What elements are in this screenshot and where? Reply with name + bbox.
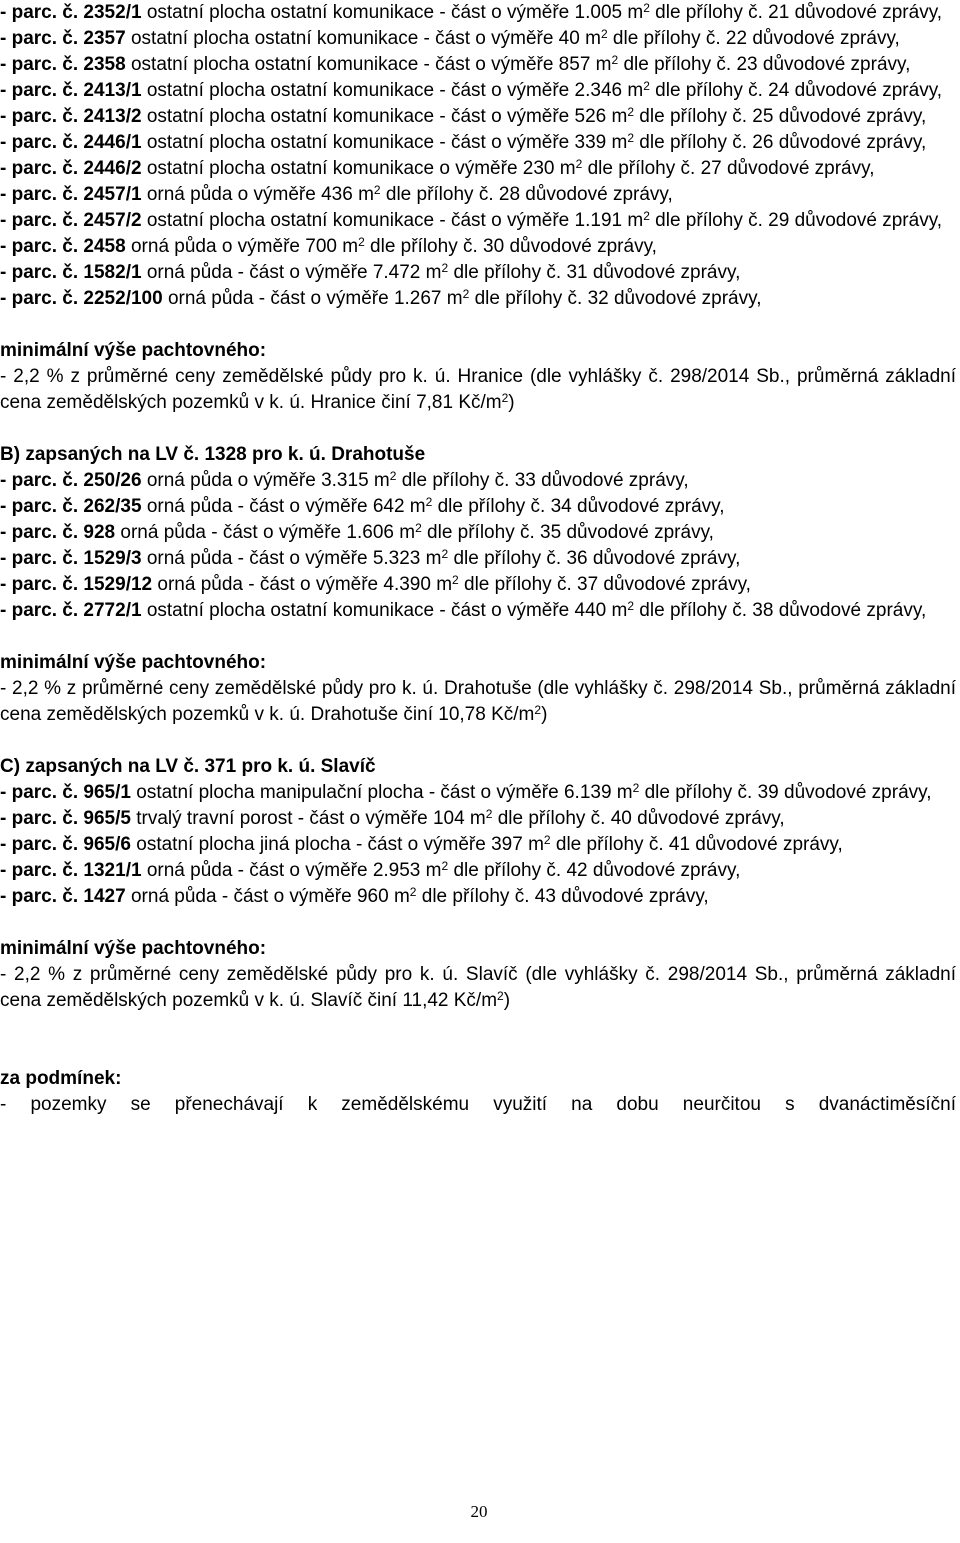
superscript-2: 2 xyxy=(373,183,381,197)
parcel-item xyxy=(0,858,956,884)
parcel-attachment-ref: dle přílohy č. 27 důvodové zprávy, xyxy=(582,158,875,179)
parcel-attachment-ref: dle přílohy č. 38 důvodové zprávy, xyxy=(634,600,927,621)
parcel-description: orná půda o výměře 700 m xyxy=(125,236,359,257)
parcel-attachment-ref: dle přílohy č. 43 důvodové zprávy, xyxy=(416,886,709,907)
parcel-attachment-ref: dle přílohy č. 42 důvodové zprávy, xyxy=(448,860,741,881)
parcel-description: ostatní plocha jiná plocha - část o výměře 397 m xyxy=(130,834,544,855)
parcel-number: 2413/1 xyxy=(83,80,142,101)
parcel-prefix: - parc. č. xyxy=(0,548,84,569)
superscript-2: 2 xyxy=(441,859,449,873)
parcel-item xyxy=(0,182,956,208)
parcel-number: 2357 xyxy=(83,28,126,49)
parcel-item xyxy=(0,832,956,858)
superscript-2: 2 xyxy=(409,885,417,899)
parcel-item xyxy=(0,130,956,156)
superscript-2: 2 xyxy=(485,807,493,821)
parcel-number: 2358 xyxy=(83,54,126,75)
parcel-prefix: - parc. č. xyxy=(0,288,84,309)
parcel-number: 1321/1 xyxy=(83,860,142,881)
parcel-description: ostatní plocha ostatní komunikace - část o výměře 40 m xyxy=(125,28,601,49)
parcel-description: orná půda - část o výměře 7.472 m xyxy=(141,262,442,283)
parcel-prefix: - parc. č. xyxy=(0,470,84,491)
parcel-description: orná půda - část o výměře 1.606 m xyxy=(115,522,416,543)
parcel-item xyxy=(0,52,956,78)
parcel-prefix: - parc. č. xyxy=(0,28,84,49)
parcel-description: orná půda - část o výměře 5.323 m xyxy=(141,548,442,569)
parcel-number: 2772/1 xyxy=(83,600,142,621)
section-b-heading: B) zapsaných na LV č. 1328 pro k. ú. Drahotuše xyxy=(0,444,426,465)
parcel-prefix: - parc. č. xyxy=(0,496,84,517)
parcel-number: 2457/1 xyxy=(83,184,142,205)
parcel-number: 1427 xyxy=(83,886,126,907)
rent-text-a: - 2,2 % z průměrné ceny zemědělské půdy pro k. ú. Hranice (dle vyhlášky č. 298/2014 Sb., průměrná základní cena zemědělských pozemků v k. ú. Hranice činí 7,81 $Kč/m^2$) xyxy=(0,366,956,413)
parcel-description: orná půda - část o výměře 1.267 m xyxy=(162,288,463,309)
parcel-item xyxy=(0,286,956,312)
superscript-2: 2 xyxy=(643,79,650,93)
parcel-description: ostatní plocha ostatní komunikace o výměře 230 m xyxy=(141,158,576,179)
superscript-2: 2 xyxy=(627,599,635,613)
parcel-prefix: - parc. č. xyxy=(0,2,84,23)
parcel-item xyxy=(0,208,956,234)
parcel-description: ostatní plocha ostatní komunikace - část o výměře 339 m xyxy=(141,132,628,153)
parcel-description: ostatní plocha ostatní komunikace - část o výměře 857 m xyxy=(125,54,612,75)
parcel-attachment-ref: dle přílohy č. 24 důvodové zprávy, xyxy=(649,80,943,101)
conditions-line: - pozemky se přenechávají k zemědělskému využití na dobu neurčitou s dvanáctiměsíční xyxy=(0,1094,956,1115)
parcel-item xyxy=(0,598,956,624)
parcel-prefix: - parc. č. xyxy=(0,158,84,179)
parcel-attachment-ref: dle přílohy č. 21 důvodové zprávy, xyxy=(649,2,943,23)
superscript-2: 2 xyxy=(611,53,619,67)
parcel-description: orná půda - část o výměře 642 m xyxy=(141,496,426,517)
parcel-prefix: - parc. č. xyxy=(0,522,84,543)
parcel-prefix: - parc. č. xyxy=(0,834,84,855)
parcel-number: 965/1 xyxy=(83,782,131,803)
parcel-item xyxy=(0,104,956,130)
parcel-description: ostatní plocha ostatní komunikace - část o výměře 440 m xyxy=(141,600,628,621)
parcel-attachment-ref: dle přílohy č. 22 důvodové zprávy, xyxy=(607,28,900,49)
parcel-prefix: - parc. č. xyxy=(0,132,84,153)
parcel-number: 250/26 xyxy=(83,470,142,491)
parcel-prefix: - parc. č. xyxy=(0,80,84,101)
parcel-attachment-ref: dle přílohy č. 28 důvodové zprávy, xyxy=(380,184,673,205)
parcel-number: 965/6 xyxy=(83,834,131,855)
parcel-prefix: - parc. č. xyxy=(0,106,84,127)
parcel-number: 1529/3 xyxy=(83,548,142,569)
parcel-list-hranice xyxy=(0,0,956,312)
parcel-attachment-ref: dle přílohy č. 35 důvodové zprávy, xyxy=(421,522,714,543)
parcel-description: ostatní plocha ostatní komunikace - část o výměře 526 m xyxy=(141,106,628,127)
parcel-item xyxy=(0,572,956,598)
parcel-list-drahotuse xyxy=(0,468,956,624)
superscript-2: 2 xyxy=(358,235,365,249)
parcel-number: 2413/2 xyxy=(83,106,142,127)
parcel-item xyxy=(0,780,956,806)
parcel-description: orná půda o výměře 436 m xyxy=(141,184,374,205)
parcel-prefix: - parc. č. xyxy=(0,886,84,907)
parcel-description: orná půda - část o výměře 2.953 m xyxy=(141,860,442,881)
superscript-2: 2 xyxy=(643,1,650,15)
parcel-item xyxy=(0,156,956,182)
superscript-2: 2 xyxy=(462,287,470,301)
parcel-prefix: - parc. č. xyxy=(0,236,84,257)
parcel-attachment-ref: dle přílohy č. 41 důvodové zprávy, xyxy=(550,834,843,855)
parcel-attachment-ref: dle přílohy č. 29 důvodové zprávy, xyxy=(649,210,943,231)
parcel-prefix: - parc. č. xyxy=(0,782,84,803)
min-rent-heading-c: minimální výše pachtovného: xyxy=(0,938,267,959)
parcel-attachment-ref: dle přílohy č. 40 důvodové zprávy, xyxy=(492,808,785,829)
parcel-number: 2252/100 xyxy=(83,288,163,309)
parcel-prefix: - parc. č. xyxy=(0,574,84,595)
rent-text-b: - 2,2 % z průměrné ceny zemědělské půdy pro k. ú. Drahotuše (dle vyhlášky č. 298/2014 Sb., průměrná základní cena zemědělských pozemků v k. ú. Drahotuše činí 10,78 $Kč/m^2$) xyxy=(0,678,956,725)
rent-text-c: - 2,2 % z průměrné ceny zemědělské půdy pro k. ú. Slavíč (dle vyhlášky č. 298/2014 Sb., průměrná základní cena zemědělských pozemků v k. ú. Slavíč činí 11,42 $Kč/m^2$) xyxy=(0,964,956,1011)
superscript-2: 2 xyxy=(575,157,583,171)
superscript-2: 2 xyxy=(543,833,551,847)
conditions-heading: za podmínek: xyxy=(0,1068,122,1089)
parcel-number: 2446/2 xyxy=(83,158,142,179)
parcel-item xyxy=(0,546,956,572)
parcel-attachment-ref: dle přílohy č. 37 důvodové zprávy, xyxy=(458,574,751,595)
parcel-attachment-ref: dle přílohy č. 32 důvodové zprávy, xyxy=(469,288,762,309)
superscript-2: 2 xyxy=(441,547,449,561)
superscript-2: 2 xyxy=(632,781,640,795)
parcel-attachment-ref: dle přílohy č. 23 důvodové zprávy, xyxy=(618,54,911,75)
parcel-description: ostatní plocha ostatní komunikace - část o výměře 1.191 m xyxy=(141,210,644,231)
parcel-attachment-ref: dle přílohy č. 36 důvodové zprávy, xyxy=(448,548,741,569)
section-c-heading: C) zapsaných na LV č. 371 pro k. ú. Slavíč xyxy=(0,756,376,777)
parcel-prefix: - parc. č. xyxy=(0,54,84,75)
parcel-item xyxy=(0,234,956,260)
superscript-2: 2 xyxy=(415,521,422,535)
superscript-2: 2 xyxy=(389,469,397,483)
superscript-2: 2 xyxy=(600,27,608,41)
parcel-attachment-ref: dle přílohy č. 30 důvodové zprávy, xyxy=(364,236,657,257)
parcel-item xyxy=(0,806,956,832)
superscript-2: 2 xyxy=(425,495,433,509)
parcel-number: 2457/2 xyxy=(83,210,142,231)
parcel-number: 2458 xyxy=(83,236,126,257)
parcel-number: 965/5 xyxy=(83,808,131,829)
parcel-description: ostatní plocha manipulační plocha - část o výměře 6.139 m xyxy=(130,782,633,803)
page-number: 20 xyxy=(470,1502,488,1521)
parcel-item xyxy=(0,468,956,494)
parcel-description: orná půda - část o výměře 960 m xyxy=(125,886,410,907)
parcel-attachment-ref: dle přílohy č. 31 důvodové zprávy, xyxy=(448,262,741,283)
superscript-2: 2 xyxy=(441,261,449,275)
parcel-description: trvalý travní porost - část o výměře 104 m xyxy=(130,808,486,829)
min-rent-heading-a: minimální výše pachtovného: xyxy=(0,340,267,361)
parcel-item xyxy=(0,884,956,910)
parcel-item xyxy=(0,260,956,286)
parcel-number: 262/35 xyxy=(83,496,142,517)
parcel-prefix: - parc. č. xyxy=(0,184,84,205)
parcel-list-slavic xyxy=(0,780,956,910)
parcel-attachment-ref: dle přílohy č. 33 důvodové zprávy, xyxy=(396,470,689,491)
parcel-number: 1582/1 xyxy=(83,262,142,283)
parcel-prefix: - parc. č. xyxy=(0,808,84,829)
superscript-2: 2 xyxy=(627,131,635,145)
parcel-number: 2446/1 xyxy=(83,132,142,153)
parcel-number: 1529/12 xyxy=(83,574,153,595)
parcel-prefix: - parc. č. xyxy=(0,860,84,881)
parcel-prefix: - parc. č. xyxy=(0,210,84,231)
parcel-description: orná půda - část o výměře 4.390 m xyxy=(152,574,453,595)
min-rent-heading-b: minimální výše pachtovného: xyxy=(0,652,267,673)
parcel-number: 928 xyxy=(83,522,116,543)
parcel-item xyxy=(0,26,956,52)
parcel-prefix: - parc. č. xyxy=(0,600,84,621)
superscript-2: 2 xyxy=(452,573,459,587)
parcel-item xyxy=(0,0,956,26)
parcel-description: ostatní plocha ostatní komunikace - část o výměře 1.005 m xyxy=(141,2,644,23)
superscript-2: 2 xyxy=(643,209,650,223)
parcel-attachment-ref: dle přílohy č. 25 důvodové zprávy, xyxy=(634,106,927,127)
parcel-attachment-ref: dle přílohy č. 34 důvodové zprávy, xyxy=(432,496,725,517)
parcel-item xyxy=(0,494,956,520)
parcel-description: ostatní plocha ostatní komunikace - část o výměře 2.346 m xyxy=(141,80,644,101)
parcel-item xyxy=(0,520,956,546)
parcel-description: orná půda o výměře 3.315 m xyxy=(141,470,390,491)
parcel-item xyxy=(0,78,956,104)
parcel-prefix: - parc. č. xyxy=(0,262,84,283)
superscript-2: 2 xyxy=(627,105,635,119)
parcel-attachment-ref: dle přílohy č. 39 důvodové zprávy, xyxy=(639,782,932,803)
parcel-attachment-ref: dle přílohy č. 26 důvodové zprávy, xyxy=(634,132,927,153)
parcel-number: 2352/1 xyxy=(83,2,142,23)
